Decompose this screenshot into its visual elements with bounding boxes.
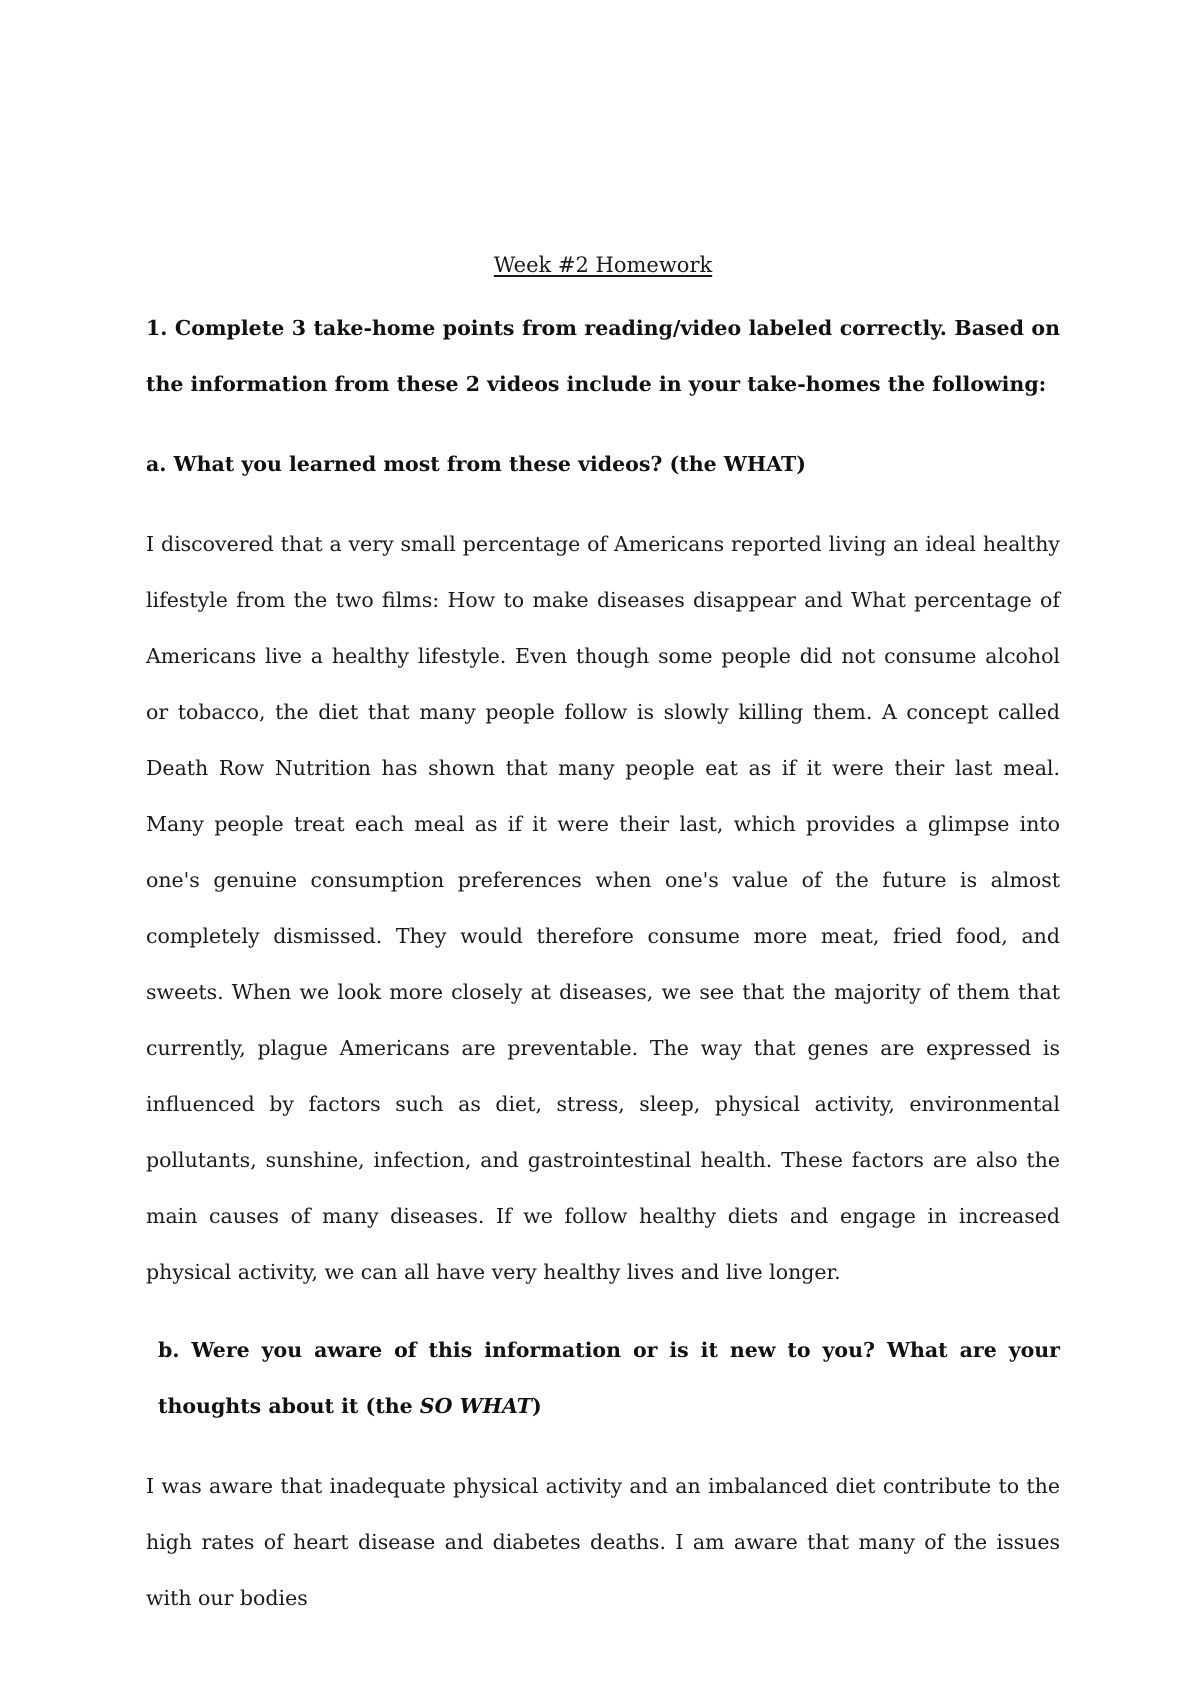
question-a: a. What you learned most from these videos? (the WHAT) (146, 452, 806, 476)
answer-b: I was aware that inadequate physical activity and an imbalanced diet contribute to the high rates of heart disease and diabetes deaths. I am aware that many of the issues with our bodies (146, 1474, 1060, 1610)
question-b-text: b. Were you aware of this information or is it new to you? What are your thoughts about it (the (158, 1338, 1060, 1418)
page-title: Week #2 Homework (493, 253, 713, 277)
question-b-emphasis: SO WHAT (419, 1394, 533, 1418)
question-b (146, 1322, 1060, 1434)
answer-a: I discovered that a very small percentage of Americans reported living an ideal healthy lifestyle from the two films: How to make diseases disappear and What percentage of Americans live a healthy lifestyle. Even though some people did not consume alcohol or tobacco, the diet that many people follow is slowly killing them. A concept called Death Row Nutrition has shown that many people eat as if it were their last meal. Many people treat each meal as if it were their last, which provides a glimpse into one's genuine consumption preferences when one's value of the future is almost completely dismissed. They would therefore consume more meat, fried food, and sweets. When we look more closely at diseases, we see that the majority of them that currently, plague Americans are preventable. The way that genes are expressed is influenced by factors such as diet, stress, sleep, physical activity, environmental pollutants, sunshine, infection, and gastrointestinal health. These factors are also the main causes of many diseases. If we follow healthy diets and engage in increased physical activity, we can all have very healthy lives and live longer. (146, 532, 1060, 1284)
question-b-close: ) (532, 1394, 542, 1418)
document-body (146, 246, 1060, 1648)
question-1: 1. Complete 3 take-home points from reading/video labeled correctly. Based on the information from these 2 videos include in your take-homes the following: (146, 316, 1060, 396)
